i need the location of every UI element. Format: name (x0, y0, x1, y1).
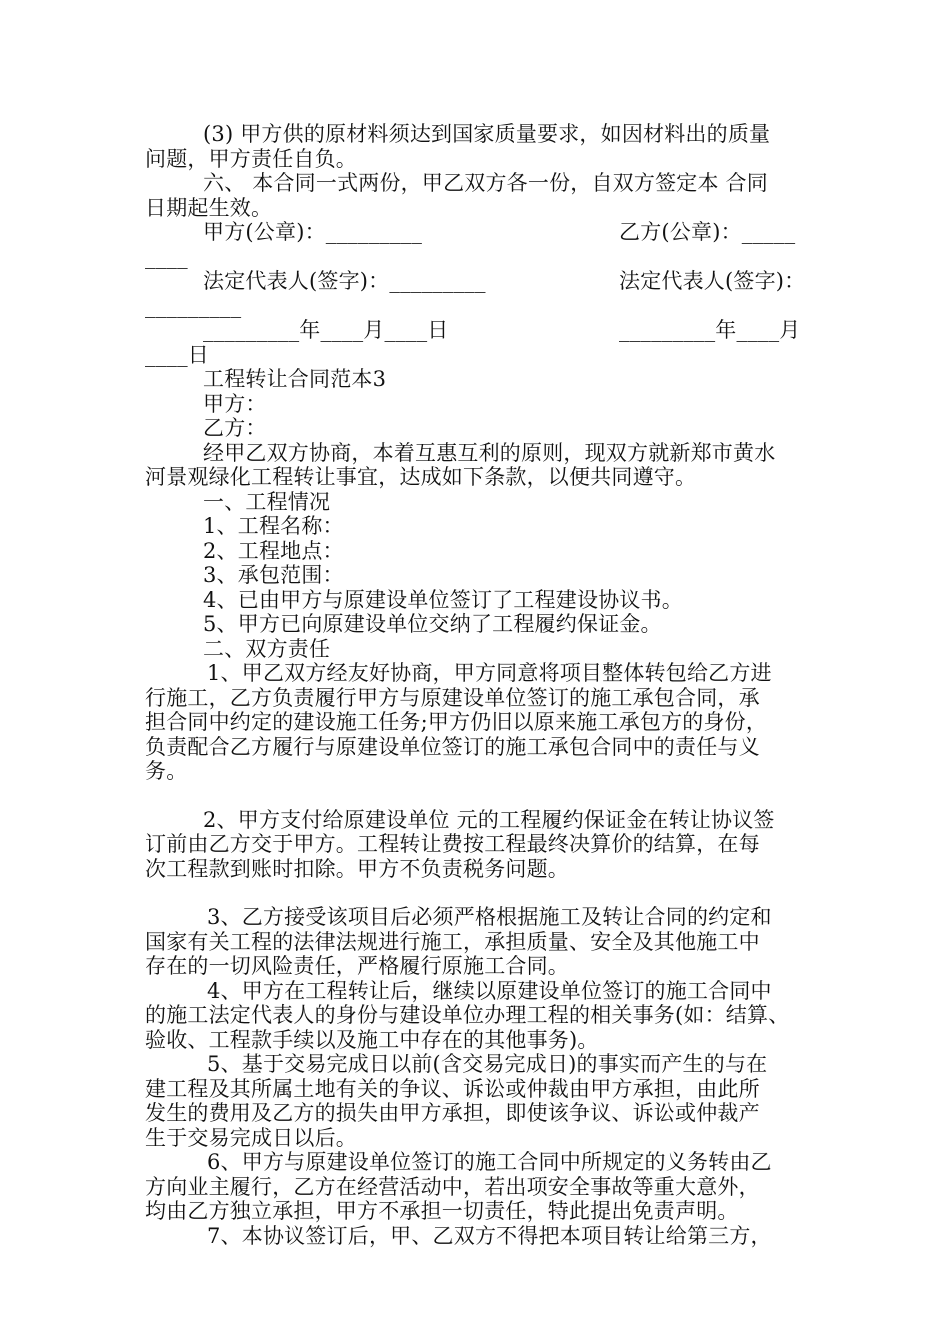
clause-6-line-2: 日期起生效。 (145, 195, 273, 220)
responsibility-4-line-2: 的施工法定代表人的身份与建设单位办理工程的相关事务(如：结算、 (145, 1003, 790, 1027)
responsibility-4-line-1: 4、甲方在工程转让后，继续以原建设单位签订的施工合同中 (207, 978, 772, 1003)
representative-row (145, 269, 825, 294)
responsibility-3-line-1: 3、乙方接受该项目后必须严格根据施工及转让合同的约定和 (207, 905, 772, 929)
document-page (145, 122, 825, 1248)
responsibility-5-line-4: 生于交易完成日以后。 (145, 1125, 357, 1150)
project-agreement: 4、已由甲方与原建设单位签订了工程建设协议书。 (203, 587, 683, 612)
intro-line-1: 经甲乙双方协商，本着互惠互利的原则，现双方就新郑市黄水 (203, 440, 776, 465)
paragraph-gap (145, 784, 825, 808)
intro-line-2: 河景观绿化工程转让事宜，达成如下条款，以便共同遵守。 (145, 465, 697, 489)
party-b-seal-continued: ____ (145, 244, 188, 269)
responsibility-6-line-1: 6、甲方与原建设单位签订的施工合同中所规定的义务转由乙 (207, 1150, 772, 1174)
project-location: 2、工程地点： (203, 538, 344, 563)
responsibility-5-line-3: 发生的费用及乙方的损失由甲方承担，即使该争议、诉讼或仲裁产 (145, 1101, 760, 1125)
party-b-date: _________年____月 (619, 318, 801, 342)
party-b-label: 乙方： (203, 416, 267, 440)
seal-row (145, 220, 825, 245)
party-a-label: 甲方： (203, 391, 267, 416)
section-title: 工程转让合同范本3 (203, 367, 387, 391)
responsibility-7-line-1: 7、本协议签订后，甲、乙双方不得把本项目转让给第三方， (207, 1223, 772, 1248)
responsibility-1-line-1: 1、甲乙双方经友好协商，甲方同意将项目整体转包给乙方进 (207, 661, 772, 685)
project-scope: 3、承包范围： (203, 563, 344, 587)
party-b-representative-continued: _________ (145, 293, 242, 318)
clause-6-line-1: 六、 本合同一式两份，甲乙双方各一份，自双方签定本 合同 (203, 171, 768, 195)
responsibility-1-line-3: 担合同中约定的建设施工任务;甲方仍旧以原来施工承包方的身份， (145, 710, 768, 734)
responsibility-5-line-1: 5、基于交易完成日以前(含交易完成日)的事实而产生的与在 (207, 1052, 768, 1076)
responsibility-1-line-5: 务。 (145, 759, 188, 783)
responsibility-2-line-1: 2、甲方支付给原建设单位 元的工程履约保证金在转让协议签 (203, 807, 775, 832)
responsibility-6-line-2: 方向业主履行，乙方在经营活动中，若出项安全事故等重大意外， (145, 1174, 760, 1199)
responsibility-5-line-2: 建工程及其所属土地有关的争议、诉讼或仲裁由甲方承担，由此所 (145, 1076, 760, 1101)
party-b-seal: 乙方(公章)：_____ (619, 220, 796, 244)
responsibility-6-line-3: 均由乙方独立承担，甲方不承担一切责任，特此提出免责声明。 (145, 1199, 739, 1223)
responsibility-3-line-3: 存在的一切风险责任，严格履行原施工合同。 (145, 954, 569, 978)
party-b-date-continued: ____日 (145, 342, 209, 367)
responsibility-2-line-2: 订前由乙方交于甲方。工程转让费按工程最终决算价的结算，在每 (145, 832, 760, 856)
clause-3-line-2: 问题，甲方责任自负。 (145, 146, 357, 171)
heading-project-info: 一、工程情况 (203, 489, 331, 514)
responsibility-2-line-3: 次工程款到账时扣除。甲方不负责税务问题。 (145, 856, 569, 881)
party-a-representative: 法定代表人(签字)：_________ (203, 269, 486, 293)
project-deposit: 5、甲方已向原建设单位交纳了工程履约保证金。 (203, 612, 662, 636)
party-b-representative: 法定代表人(签字)： (619, 269, 806, 293)
responsibility-1-line-4: 负责配合乙方履行与原建设单位签订的施工承包合同中的责任与义 (145, 734, 760, 759)
responsibility-1-line-2: 行施工，乙方负责履行甲方与原建设单位签订的施工承包合同，承 (145, 685, 760, 710)
heading-responsibilities: 二、双方责任 (203, 636, 331, 661)
responsibility-3-line-2: 国家有关工程的法律法规进行施工，承担质量、安全及其他施工中 (145, 929, 760, 954)
clause-3-line-1: (3) 甲方供的原材料须达到国家质量要求，如因材料出的质量 (203, 122, 771, 146)
project-name: 1、工程名称： (203, 514, 344, 538)
date-row (145, 318, 825, 343)
paragraph-gap (145, 881, 825, 905)
party-a-seal: 甲方(公章)：_________ (203, 220, 423, 244)
responsibility-4-line-3: 验收、工程款手续以及施工中存在的其他事务)。 (145, 1027, 599, 1052)
party-a-date: _________年____月____日 (203, 318, 449, 342)
